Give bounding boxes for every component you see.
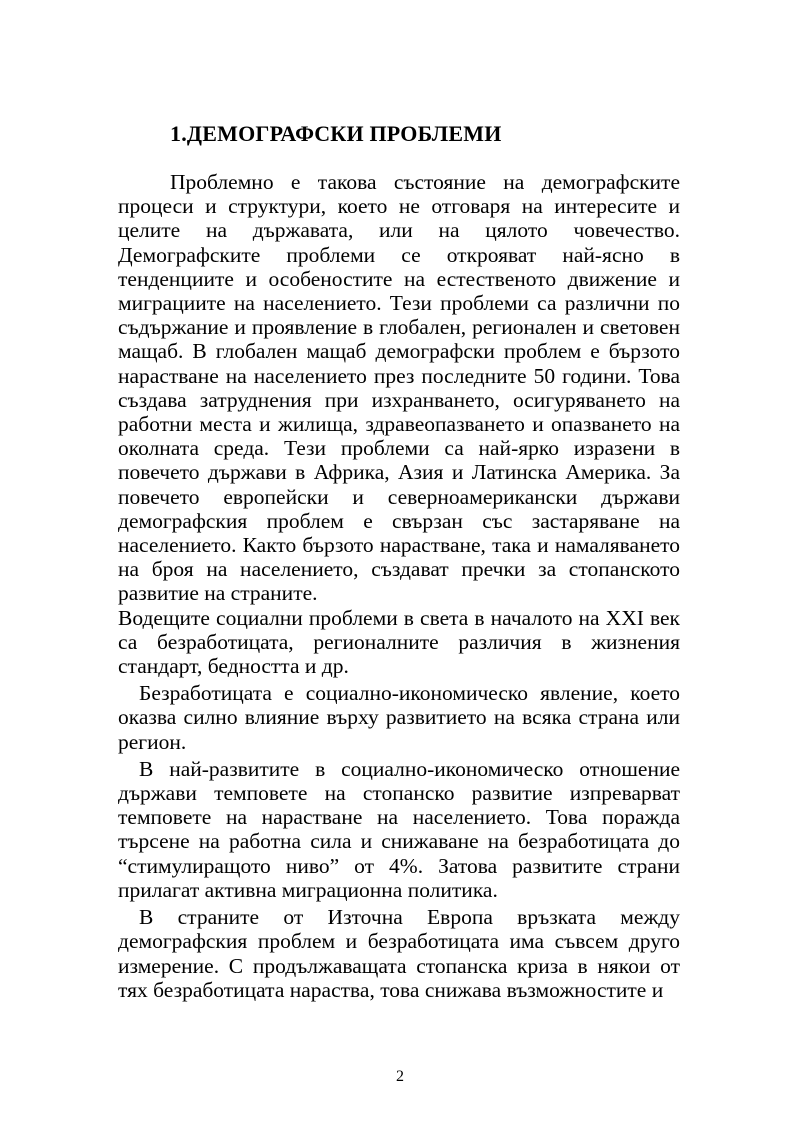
body-text xyxy=(118,170,680,1002)
page-number: 2 xyxy=(396,1068,404,1085)
paragraph-social-problems: Водещите социални проблеми в света в началото на XXI век са безработицата, регионалните различия в жизнения стандарт, бедността и др. xyxy=(118,605,680,679)
page-title: 1.ДЕМОГРАФСКИ ПРОБЛЕМИ xyxy=(170,121,502,146)
paragraph-developed-countries: В най-развитите в социално-икономическо отношение държави темповете на стопанско развитие изпреварват темповете на нарастване на населението. Това поражда търсене на работна сила и снижаване на безработицата до “стимулиращото ниво” от 4%. Затова развитите страни прилагат активна миграционна политика. xyxy=(118,756,680,902)
paragraph-unemployment-definition: Безработицата е социално-икономическо явление, което оказва силно влияние върху развитието на всяка страна или регион. xyxy=(118,681,680,754)
paragraph-eastern-europe: В страните от Източна Европа връзката между демографския проблем и безработицата има съвсем друго измерение. С продължаващата стопанска криза в някои от тях безработицата нараства, това снижава възможностите и xyxy=(118,905,680,1002)
paragraph-demographic-problems: Проблемно е такова състояние на демографските процеси и структури, което не отговаря на интересите и целите на държавата, или на цялото човечество. Демографските проблеми се открояват най-ясно в тенденциите и особеностите на естественото движение и миграциите на населението. Тези проблеми са различни по съдържание и проявление в глобален, регионален и световен мащаб. В глобален мащаб демографски проблем е бързото нарастване на населението през последните 50 години. Това създава затруднения при изхранването, осигуряването на работни места и жилища, здравеопазването и опазването на околната среда. Тези проблеми са най-ярко изразени в повечето държави в Африка, Азия и Латинска Америка. За повечето европейски и северноамерикански държави демографския проблем е свързан със застаряване на населението. Както бързото нарастване, така и намаляването на броя на населението, създават пречки за стопанското развитие на страните. xyxy=(118,170,680,606)
